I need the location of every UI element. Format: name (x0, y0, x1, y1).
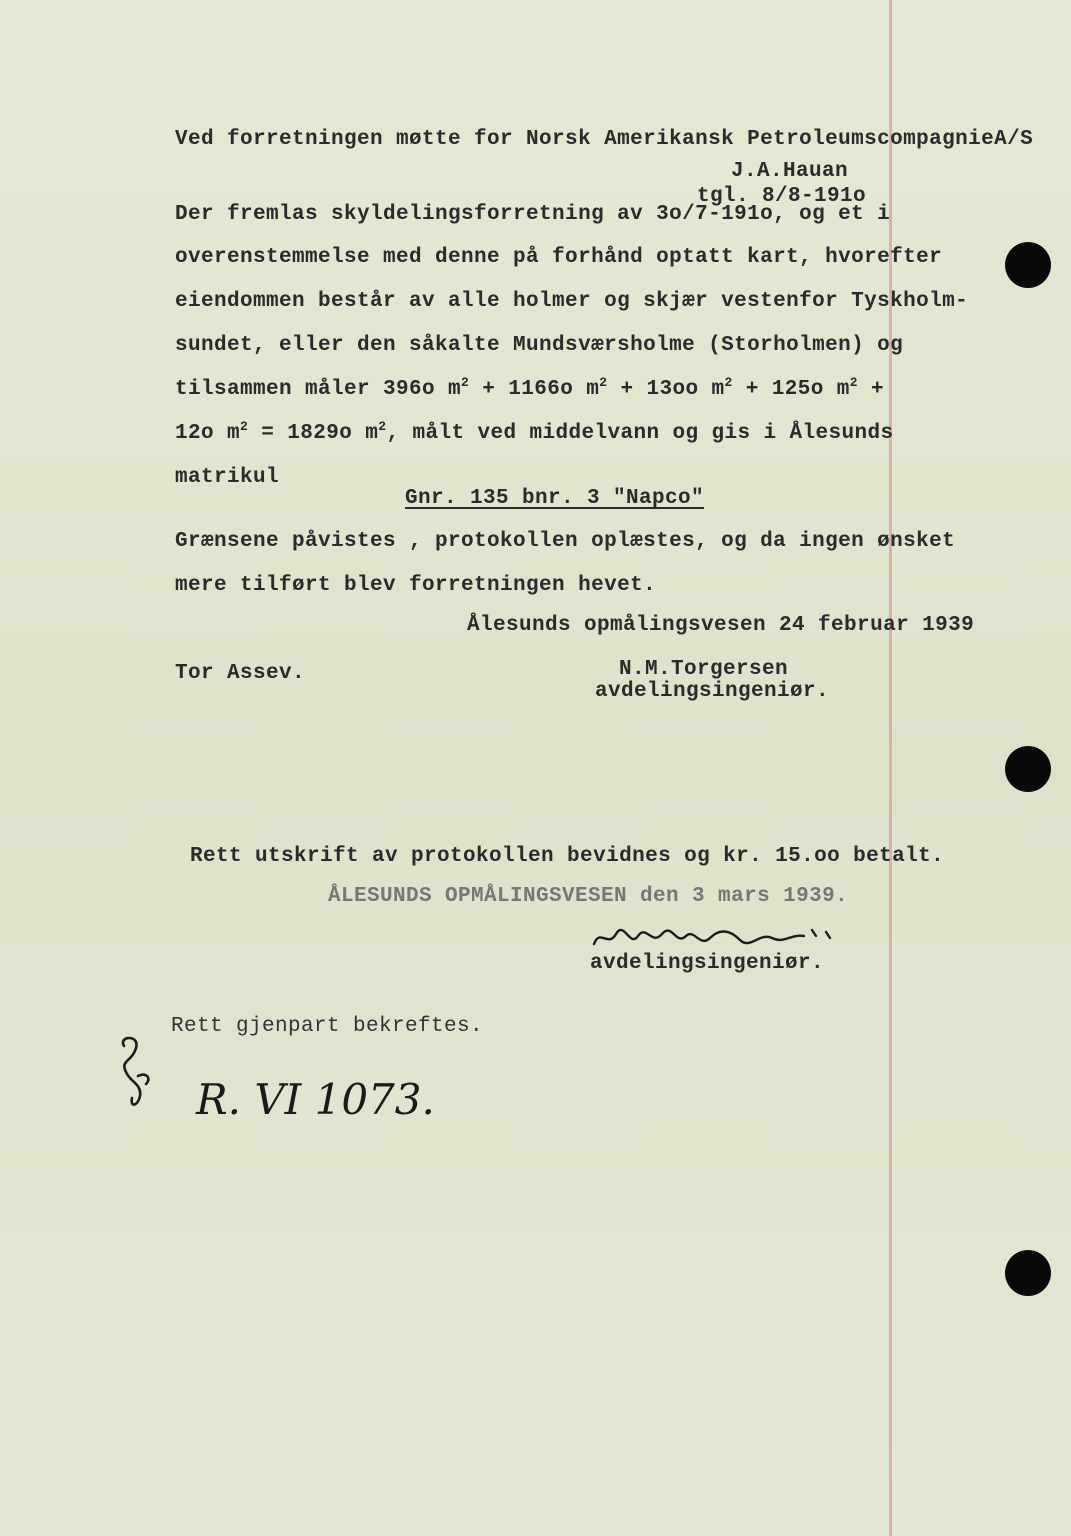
office-date-stamp: ÅLESUNDS OPMÅLINGSVESEN den 3 mars 1939. (328, 885, 849, 908)
place-date-line: Ålesunds opmålingsvesen 24 februar 1939 (467, 614, 975, 637)
area-segment-4: + 125o m (732, 378, 850, 401)
text-line-1: Ved forretningen møtte for Norsk Amerikansk PetroleumscompagnieA/S (175, 128, 1034, 151)
confirmation-line: Rett gjenpart bekreftes. (171, 1015, 484, 1038)
area-segment-3: + 13oo m (607, 378, 725, 401)
certification-line: Rett utskrift av protokollen bevidnes og kr. 15.oo betalt. (190, 845, 945, 868)
engineer-name: N.M.Torgersen (619, 658, 789, 681)
text-line-9 (175, 419, 894, 445)
area-exponent-4: 2 (849, 375, 858, 390)
text-line-13: mere tilført blev forretningen hevet. (175, 574, 657, 597)
margin-line (889, 0, 892, 1536)
text-line-10: matrikul (175, 466, 280, 489)
area-exponent-2: 2 (599, 375, 608, 390)
handwritten-initials (112, 1032, 162, 1112)
engineer-title: avdelingsingeniør. (595, 680, 830, 703)
text-line-5: overenstemmelse med denne på forhånd optatt kart, hvorefter (175, 246, 943, 269)
signature-title: avdelingsingeniør. (590, 952, 825, 975)
text-line-6: eiendommen består av alle holmer og skjær vestenfor Tyskholm- (175, 290, 969, 313)
area-segment-2: + 1166o m (469, 378, 600, 401)
handwritten-reference: R. VI 1073. (196, 1075, 435, 1124)
area-exponent-6: 2 (378, 419, 387, 434)
area-exponent-1: 2 (461, 375, 470, 390)
text-line-12: Grænsene påvistes , protokollen oplæstes, og da ingen ønsket (175, 530, 956, 553)
area-exponent-5: 2 (240, 419, 249, 434)
signatory-name: Tor Assev. (175, 662, 306, 685)
text-line-8 (175, 375, 884, 401)
property-designation: Gnr. 135 bnr. 3 "Napco" (405, 487, 705, 510)
punch-hole-middle (1005, 746, 1051, 792)
punch-hole-top (1005, 242, 1051, 288)
area-total-segment-3: , målt ved middelvann og gis i Ålesunds (386, 422, 894, 445)
area-segment-5: + (857, 378, 884, 401)
area-exponent-3: 2 (724, 375, 733, 390)
text-line-7: sundet, eller den såkalte Mundsværsholme (Storholmen) og (175, 334, 904, 357)
text-line-4: Der fremlas skyldelingsforretning av 3o/7-191o, og et i (175, 203, 891, 226)
area-segment-1: tilsammen måler 396o m (175, 378, 462, 401)
area-total-segment-1: 12o m (175, 422, 241, 445)
punch-hole-bottom (1005, 1250, 1051, 1296)
text-line-3: tgl. 8/8-191o (697, 185, 867, 208)
area-total-segment-2: = 1829o m (248, 422, 379, 445)
text-line-2: J.A.Hauan (731, 160, 849, 183)
